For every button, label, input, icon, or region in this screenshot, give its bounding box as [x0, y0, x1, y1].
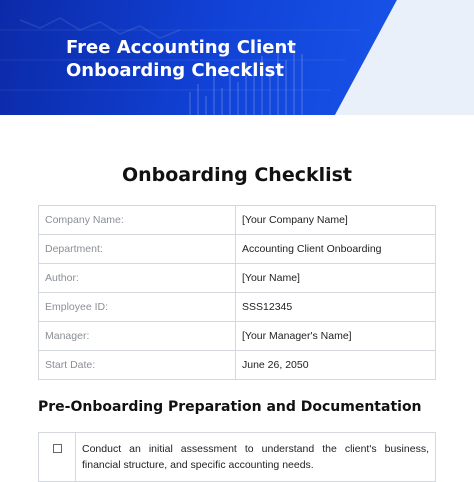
task-row	[39, 433, 436, 482]
employee-id-label: Employee ID:	[39, 293, 236, 322]
table-row	[39, 351, 436, 380]
company-name-label: Company Name:	[39, 206, 236, 235]
start-date-label: Start Date:	[39, 351, 236, 380]
task-text: Conduct an initial assessment to understand the client's business, financial structure, and specific accounting needs.	[76, 433, 436, 482]
table-row	[39, 235, 436, 264]
info-table	[38, 205, 436, 380]
document-title: Onboarding Checklist	[121, 164, 353, 186]
table-row	[39, 322, 436, 351]
banner-title: Free Accounting Client Onboarding Checklist	[66, 37, 296, 81]
company-name-value: [Your Company Name]	[236, 206, 436, 235]
task-checkbox-cell	[39, 433, 76, 482]
section-title: Pre-Onboarding Preparation and Documentation	[38, 399, 422, 415]
table-row	[39, 264, 436, 293]
table-row	[39, 293, 436, 322]
start-date-value: June 26, 2050	[236, 351, 436, 380]
manager-label: Manager:	[39, 322, 236, 351]
task-table	[38, 432, 436, 482]
department-label: Department:	[39, 235, 236, 264]
manager-value: [Your Manager's Name]	[236, 322, 436, 351]
task-checkbox[interactable]	[53, 444, 62, 453]
department-value: Accounting Client Onboarding	[236, 235, 436, 264]
author-value: [Your Name]	[236, 264, 436, 293]
header-banner	[0, 0, 474, 115]
author-label: Author:	[39, 264, 236, 293]
employee-id-value: SSS12345	[236, 293, 436, 322]
table-row	[39, 206, 436, 235]
